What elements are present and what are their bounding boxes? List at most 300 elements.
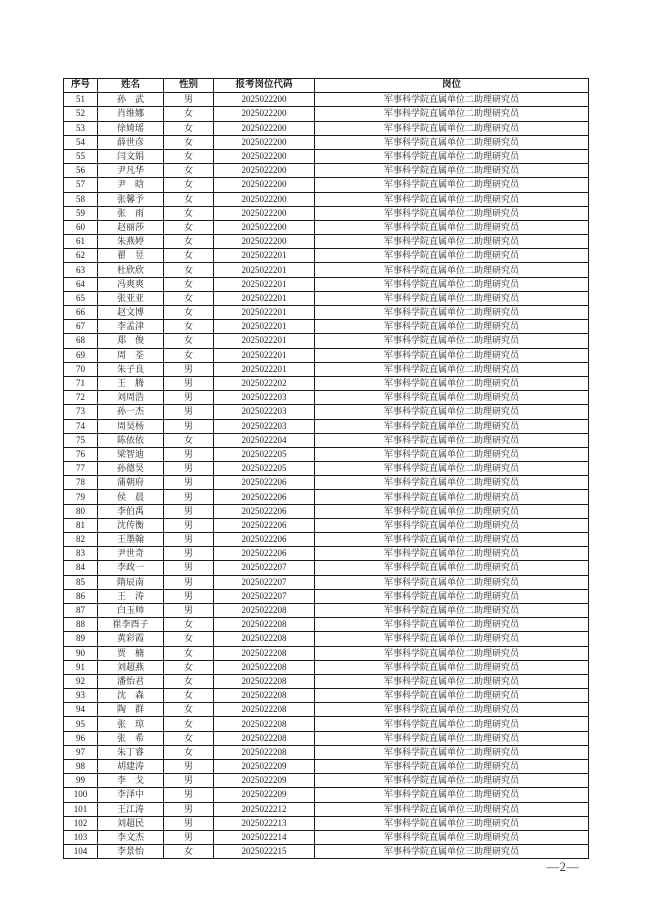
cell-index: 67 bbox=[64, 320, 98, 334]
cell-name: 王 腾 bbox=[98, 376, 164, 390]
cell-index: 71 bbox=[64, 376, 98, 390]
cell-position-code: 2025022208 bbox=[214, 660, 315, 674]
cell-name: 胡建涛 bbox=[98, 760, 164, 774]
cell-position-code: 2025022200 bbox=[214, 135, 315, 149]
cell-gender: 男 bbox=[164, 760, 214, 774]
cell-position: 军事科学院直属单位二助理研究员 bbox=[315, 419, 589, 433]
cell-index: 75 bbox=[64, 433, 98, 447]
table-row bbox=[64, 164, 589, 178]
cell-position-code: 2025022202 bbox=[214, 376, 315, 390]
cell-position: 军事科学院直属单位二助理研究员 bbox=[315, 788, 589, 802]
cell-position-code: 2025022208 bbox=[214, 689, 315, 703]
cell-index: 85 bbox=[64, 575, 98, 589]
table-row bbox=[64, 504, 589, 518]
cell-position-code: 2025022208 bbox=[214, 618, 315, 632]
cell-position: 军事科学院直属单位二助理研究员 bbox=[315, 646, 589, 660]
cell-position: 军事科学院直属单位二助理研究员 bbox=[315, 717, 589, 731]
cell-name: 赵文博 bbox=[98, 306, 164, 320]
cell-position: 军事科学院直属单位二助理研究员 bbox=[315, 178, 589, 192]
cell-index: 103 bbox=[64, 830, 98, 844]
cell-gender: 男 bbox=[164, 490, 214, 504]
cell-gender: 男 bbox=[164, 391, 214, 405]
cell-index: 51 bbox=[64, 93, 98, 107]
cell-position-code: 2025022206 bbox=[214, 476, 315, 490]
cell-gender: 女 bbox=[164, 618, 214, 632]
cell-position-code: 2025022201 bbox=[214, 306, 315, 320]
cell-index: 72 bbox=[64, 391, 98, 405]
table-row bbox=[64, 547, 589, 561]
table-row bbox=[64, 830, 589, 844]
cell-position-code: 2025022206 bbox=[214, 533, 315, 547]
cell-position: 军事科学院直属单位二助理研究员 bbox=[315, 618, 589, 632]
cell-index: 57 bbox=[64, 178, 98, 192]
cell-position: 军事科学院直属单位二助理研究员 bbox=[315, 192, 589, 206]
cell-name: 崔李酉子 bbox=[98, 618, 164, 632]
cell-index: 92 bbox=[64, 674, 98, 688]
column-header-position: 岗位 bbox=[315, 79, 589, 93]
cell-position: 军事科学院直属单位二助理研究员 bbox=[315, 206, 589, 220]
cell-position: 军事科学院直属单位二助理研究员 bbox=[315, 731, 589, 745]
cell-position: 军事科学院直属单位二助理研究员 bbox=[315, 703, 589, 717]
table-row bbox=[64, 235, 589, 249]
cell-position: 军事科学院直属单位二助理研究员 bbox=[315, 263, 589, 277]
cell-index: 64 bbox=[64, 277, 98, 291]
cell-index: 80 bbox=[64, 504, 98, 518]
cell-position-code: 2025022208 bbox=[214, 646, 315, 660]
cell-name: 王 涛 bbox=[98, 589, 164, 603]
cell-gender: 女 bbox=[164, 235, 214, 249]
table-row bbox=[64, 731, 589, 745]
cell-position-code: 2025022201 bbox=[214, 362, 315, 376]
cell-gender: 女 bbox=[164, 660, 214, 674]
cell-index: 79 bbox=[64, 490, 98, 504]
cell-name: 翟 昱 bbox=[98, 249, 164, 263]
cell-index: 55 bbox=[64, 149, 98, 163]
table-row bbox=[64, 533, 589, 547]
page-number: —2— bbox=[546, 860, 580, 874]
cell-position: 军事科学院直属单位二助理研究员 bbox=[315, 93, 589, 107]
table-row bbox=[64, 291, 589, 305]
table-row bbox=[64, 575, 589, 589]
cell-name: 李 戈 bbox=[98, 774, 164, 788]
table-row bbox=[64, 589, 589, 603]
table-header-row bbox=[64, 79, 589, 93]
cell-gender: 男 bbox=[164, 802, 214, 816]
table-row bbox=[64, 717, 589, 731]
cell-index: 65 bbox=[64, 291, 98, 305]
cell-gender: 男 bbox=[164, 816, 214, 830]
cell-gender: 男 bbox=[164, 575, 214, 589]
cell-position: 军事科学院直属单位二助理研究员 bbox=[315, 533, 589, 547]
cell-gender: 女 bbox=[164, 731, 214, 745]
cell-gender: 男 bbox=[164, 405, 214, 419]
cell-position-code: 2025022208 bbox=[214, 745, 315, 759]
cell-name: 李政一 bbox=[98, 561, 164, 575]
cell-position: 军事科学院直属单位二助理研究员 bbox=[315, 660, 589, 674]
cell-index: 61 bbox=[64, 235, 98, 249]
cell-name: 沈 森 bbox=[98, 689, 164, 703]
cell-position: 军事科学院直属单位二助理研究员 bbox=[315, 235, 589, 249]
cell-name: 沈传衡 bbox=[98, 518, 164, 532]
table-row bbox=[64, 689, 589, 703]
cell-position-code: 2025022214 bbox=[214, 830, 315, 844]
cell-name: 周昊杨 bbox=[98, 419, 164, 433]
cell-position: 军事科学院直属单位二助理研究员 bbox=[315, 334, 589, 348]
cell-position-code: 2025022203 bbox=[214, 419, 315, 433]
cell-name: 孙德昊 bbox=[98, 462, 164, 476]
cell-gender: 男 bbox=[164, 476, 214, 490]
cell-position: 军事科学院直属单位二助理研究员 bbox=[315, 249, 589, 263]
cell-position-code: 2025022208 bbox=[214, 731, 315, 745]
cell-position-code: 2025022206 bbox=[214, 518, 315, 532]
table-row bbox=[64, 774, 589, 788]
cell-gender: 女 bbox=[164, 206, 214, 220]
table-row bbox=[64, 845, 589, 859]
table-row bbox=[64, 107, 589, 121]
cell-position: 军事科学院直属单位二助理研究员 bbox=[315, 774, 589, 788]
cell-position: 军事科学院直属单位三助理研究员 bbox=[315, 830, 589, 844]
cell-index: 58 bbox=[64, 192, 98, 206]
cell-position: 军事科学院直属单位二助理研究员 bbox=[315, 149, 589, 163]
table-row bbox=[64, 206, 589, 220]
cell-index: 89 bbox=[64, 632, 98, 646]
cell-position-code: 2025022200 bbox=[214, 235, 315, 249]
cell-name: 贾 楠 bbox=[98, 646, 164, 660]
cell-position: 军事科学院直属单位三助理研究员 bbox=[315, 816, 589, 830]
cell-name: 朱燕婷 bbox=[98, 235, 164, 249]
table-row bbox=[64, 419, 589, 433]
cell-position: 军事科学院直属单位二助理研究员 bbox=[315, 362, 589, 376]
cell-position: 军事科学院直属单位三助理研究员 bbox=[315, 802, 589, 816]
cell-name: 黄彩霞 bbox=[98, 632, 164, 646]
table-row bbox=[64, 603, 589, 617]
cell-position: 军事科学院直属单位二助理研究员 bbox=[315, 405, 589, 419]
cell-gender: 女 bbox=[164, 717, 214, 731]
cell-index: 90 bbox=[64, 646, 98, 660]
cell-position: 军事科学院直属单位二助理研究员 bbox=[315, 575, 589, 589]
cell-name: 孙 武 bbox=[98, 93, 164, 107]
column-header-name: 姓名 bbox=[98, 79, 164, 93]
cell-position-code: 2025022200 bbox=[214, 164, 315, 178]
column-header-index: 序号 bbox=[64, 79, 98, 93]
table-row bbox=[64, 476, 589, 490]
cell-name: 郑 俊 bbox=[98, 334, 164, 348]
table-row bbox=[64, 745, 589, 759]
cell-position: 军事科学院直属单位二助理研究员 bbox=[315, 135, 589, 149]
cell-position-code: 2025022212 bbox=[214, 802, 315, 816]
cell-gender: 女 bbox=[164, 674, 214, 688]
table-row bbox=[64, 462, 589, 476]
cell-index: 101 bbox=[64, 802, 98, 816]
cell-name: 刘周浩 bbox=[98, 391, 164, 405]
cell-gender: 女 bbox=[164, 334, 214, 348]
cell-index: 83 bbox=[64, 547, 98, 561]
cell-name: 尹世奇 bbox=[98, 547, 164, 561]
cell-position-code: 2025022201 bbox=[214, 291, 315, 305]
cell-position: 军事科学院直属单位二助理研究员 bbox=[315, 674, 589, 688]
cell-name: 李文杰 bbox=[98, 830, 164, 844]
cell-index: 98 bbox=[64, 760, 98, 774]
cell-position-code: 2025022207 bbox=[214, 575, 315, 589]
cell-index: 68 bbox=[64, 334, 98, 348]
cell-index: 78 bbox=[64, 476, 98, 490]
table-row bbox=[64, 263, 589, 277]
cell-index: 94 bbox=[64, 703, 98, 717]
cell-index: 97 bbox=[64, 745, 98, 759]
table-row bbox=[64, 703, 589, 717]
cell-index: 59 bbox=[64, 206, 98, 220]
cell-index: 102 bbox=[64, 816, 98, 830]
table-row bbox=[64, 93, 589, 107]
table-row bbox=[64, 121, 589, 135]
cell-position: 军事科学院直属单位二助理研究员 bbox=[315, 220, 589, 234]
cell-name: 赵丽莎 bbox=[98, 220, 164, 234]
cell-position-code: 2025022208 bbox=[214, 632, 315, 646]
table-row bbox=[64, 376, 589, 390]
cell-name: 李景怡 bbox=[98, 845, 164, 859]
cell-gender: 女 bbox=[164, 320, 214, 334]
cell-position: 军事科学院直属单位二助理研究员 bbox=[315, 376, 589, 390]
cell-gender: 女 bbox=[164, 107, 214, 121]
cell-position: 军事科学院直属单位二助理研究员 bbox=[315, 107, 589, 121]
cell-name: 薛世彦 bbox=[98, 135, 164, 149]
cell-gender: 男 bbox=[164, 518, 214, 532]
cell-index: 82 bbox=[64, 533, 98, 547]
cell-index: 88 bbox=[64, 618, 98, 632]
cell-name: 张 琼 bbox=[98, 717, 164, 731]
table-row bbox=[64, 816, 589, 830]
cell-name: 周 荃 bbox=[98, 348, 164, 362]
cell-gender: 女 bbox=[164, 121, 214, 135]
table-row bbox=[64, 334, 589, 348]
cell-name: 朱丁睿 bbox=[98, 745, 164, 759]
table-row bbox=[64, 788, 589, 802]
cell-index: 93 bbox=[64, 689, 98, 703]
table-row bbox=[64, 348, 589, 362]
cell-gender: 女 bbox=[164, 845, 214, 859]
cell-gender: 女 bbox=[164, 291, 214, 305]
cell-name: 朱子良 bbox=[98, 362, 164, 376]
cell-name: 王墨翰 bbox=[98, 533, 164, 547]
cell-position-code: 2025022200 bbox=[214, 93, 315, 107]
cell-position: 军事科学院直属单位二助理研究员 bbox=[315, 447, 589, 461]
cell-gender: 女 bbox=[164, 632, 214, 646]
cell-name: 尹凡华 bbox=[98, 164, 164, 178]
cell-name: 陶 群 bbox=[98, 703, 164, 717]
cell-position-code: 2025022201 bbox=[214, 320, 315, 334]
cell-position-code: 2025022205 bbox=[214, 462, 315, 476]
cell-position: 军事科学院直属单位二助理研究员 bbox=[315, 603, 589, 617]
cell-gender: 男 bbox=[164, 533, 214, 547]
cell-gender: 男 bbox=[164, 830, 214, 844]
cell-position: 军事科学院直属单位三助理研究员 bbox=[315, 845, 589, 859]
cell-gender: 女 bbox=[164, 306, 214, 320]
cell-position-code: 2025022209 bbox=[214, 760, 315, 774]
cell-index: 96 bbox=[64, 731, 98, 745]
cell-position-code: 2025022201 bbox=[214, 348, 315, 362]
cell-gender: 女 bbox=[164, 192, 214, 206]
applicant-roster-table bbox=[63, 78, 589, 859]
cell-position-code: 2025022204 bbox=[214, 433, 315, 447]
cell-index: 86 bbox=[64, 589, 98, 603]
cell-position: 军事科学院直属单位二助理研究员 bbox=[315, 164, 589, 178]
cell-position-code: 2025022208 bbox=[214, 674, 315, 688]
cell-position-code: 2025022208 bbox=[214, 703, 315, 717]
cell-name: 陈依依 bbox=[98, 433, 164, 447]
cell-name: 张亚亚 bbox=[98, 291, 164, 305]
table-row bbox=[64, 362, 589, 376]
cell-position-code: 2025022207 bbox=[214, 589, 315, 603]
column-header-position-code: 报考岗位代码 bbox=[214, 79, 315, 93]
table-row bbox=[64, 447, 589, 461]
cell-position: 军事科学院直属单位二助理研究员 bbox=[315, 433, 589, 447]
cell-gender: 女 bbox=[164, 348, 214, 362]
table-row bbox=[64, 632, 589, 646]
cell-name: 徐婍瑶 bbox=[98, 121, 164, 135]
cell-name: 肖维娜 bbox=[98, 107, 164, 121]
cell-name: 隋辰南 bbox=[98, 575, 164, 589]
cell-index: 73 bbox=[64, 405, 98, 419]
cell-gender: 男 bbox=[164, 376, 214, 390]
cell-index: 76 bbox=[64, 447, 98, 461]
cell-position: 军事科学院直属单位二助理研究员 bbox=[315, 760, 589, 774]
cell-position-code: 2025022207 bbox=[214, 561, 315, 575]
cell-gender: 女 bbox=[164, 689, 214, 703]
cell-index: 91 bbox=[64, 660, 98, 674]
cell-position: 军事科学院直属单位二助理研究员 bbox=[315, 277, 589, 291]
cell-index: 62 bbox=[64, 249, 98, 263]
cell-index: 104 bbox=[64, 845, 98, 859]
cell-index: 69 bbox=[64, 348, 98, 362]
cell-gender: 女 bbox=[164, 277, 214, 291]
cell-gender: 女 bbox=[164, 249, 214, 263]
cell-index: 77 bbox=[64, 462, 98, 476]
cell-name: 杜欣欣 bbox=[98, 263, 164, 277]
table-row bbox=[64, 192, 589, 206]
cell-name: 冯爽爽 bbox=[98, 277, 164, 291]
cell-position-code: 2025022203 bbox=[214, 391, 315, 405]
table-row bbox=[64, 660, 589, 674]
cell-position: 军事科学院直属单位二助理研究员 bbox=[315, 476, 589, 490]
cell-gender: 女 bbox=[164, 646, 214, 660]
cell-gender: 女 bbox=[164, 220, 214, 234]
cell-index: 81 bbox=[64, 518, 98, 532]
cell-position-code: 2025022206 bbox=[214, 504, 315, 518]
cell-position-code: 2025022209 bbox=[214, 774, 315, 788]
cell-name: 李伯禹 bbox=[98, 504, 164, 518]
table-row bbox=[64, 433, 589, 447]
cell-position-code: 2025022206 bbox=[214, 547, 315, 561]
table-row bbox=[64, 149, 589, 163]
cell-gender: 男 bbox=[164, 362, 214, 376]
cell-index: 54 bbox=[64, 135, 98, 149]
cell-gender: 女 bbox=[164, 745, 214, 759]
cell-gender: 女 bbox=[164, 263, 214, 277]
cell-gender: 男 bbox=[164, 603, 214, 617]
cell-name: 闫文娟 bbox=[98, 149, 164, 163]
cell-index: 99 bbox=[64, 774, 98, 788]
table-row bbox=[64, 249, 589, 263]
cell-position: 军事科学院直属单位二助理研究员 bbox=[315, 348, 589, 362]
cell-position: 军事科学院直属单位二助理研究员 bbox=[315, 547, 589, 561]
cell-position-code: 2025022206 bbox=[214, 490, 315, 504]
cell-position: 军事科学院直属单位二助理研究员 bbox=[315, 320, 589, 334]
cell-position: 军事科学院直属单位二助理研究员 bbox=[315, 462, 589, 476]
cell-gender: 女 bbox=[164, 433, 214, 447]
cell-position-code: 2025022200 bbox=[214, 121, 315, 135]
cell-name: 张 希 bbox=[98, 731, 164, 745]
cell-position-code: 2025022200 bbox=[214, 220, 315, 234]
cell-name: 侯 晨 bbox=[98, 490, 164, 504]
table-row bbox=[64, 220, 589, 234]
cell-position-code: 2025022200 bbox=[214, 149, 315, 163]
cell-index: 66 bbox=[64, 306, 98, 320]
cell-position-code: 2025022201 bbox=[214, 249, 315, 263]
cell-index: 84 bbox=[64, 561, 98, 575]
cell-position-code: 2025022205 bbox=[214, 447, 315, 461]
cell-gender: 女 bbox=[164, 135, 214, 149]
cell-index: 60 bbox=[64, 220, 98, 234]
table-row bbox=[64, 674, 589, 688]
cell-name: 张 雨 bbox=[98, 206, 164, 220]
cell-position-code: 2025022203 bbox=[214, 405, 315, 419]
cell-gender: 男 bbox=[164, 504, 214, 518]
table-body bbox=[64, 93, 589, 859]
cell-position: 军事科学院直属单位二助理研究员 bbox=[315, 121, 589, 135]
cell-gender: 男 bbox=[164, 447, 214, 461]
column-header-gender: 性别 bbox=[164, 79, 214, 93]
cell-position-code: 2025022215 bbox=[214, 845, 315, 859]
table-row bbox=[64, 518, 589, 532]
table-row bbox=[64, 178, 589, 192]
cell-position: 军事科学院直属单位二助理研究员 bbox=[315, 306, 589, 320]
cell-position-code: 2025022213 bbox=[214, 816, 315, 830]
cell-name: 刘超燕 bbox=[98, 660, 164, 674]
cell-position: 军事科学院直属单位二助理研究员 bbox=[315, 504, 589, 518]
cell-gender: 女 bbox=[164, 149, 214, 163]
cell-gender: 男 bbox=[164, 561, 214, 575]
cell-name: 张馨予 bbox=[98, 192, 164, 206]
cell-position-code: 2025022209 bbox=[214, 788, 315, 802]
cell-gender: 女 bbox=[164, 703, 214, 717]
cell-gender: 女 bbox=[164, 164, 214, 178]
cell-index: 100 bbox=[64, 788, 98, 802]
cell-position: 军事科学院直属单位二助理研究员 bbox=[315, 561, 589, 575]
cell-name: 白玉帅 bbox=[98, 603, 164, 617]
cell-position-code: 2025022200 bbox=[214, 206, 315, 220]
cell-index: 56 bbox=[64, 164, 98, 178]
cell-name: 刘超民 bbox=[98, 816, 164, 830]
cell-name: 梁智迪 bbox=[98, 447, 164, 461]
cell-position: 军事科学院直属单位二助理研究员 bbox=[315, 391, 589, 405]
cell-position-code: 2025022208 bbox=[214, 603, 315, 617]
table-row bbox=[64, 135, 589, 149]
cell-index: 52 bbox=[64, 107, 98, 121]
cell-position: 军事科学院直属单位二助理研究员 bbox=[315, 518, 589, 532]
table-row bbox=[64, 646, 589, 660]
cell-position-code: 2025022201 bbox=[214, 277, 315, 291]
cell-name: 孙一杰 bbox=[98, 405, 164, 419]
cell-position: 军事科学院直属单位二助理研究员 bbox=[315, 589, 589, 603]
table-row bbox=[64, 802, 589, 816]
table-row bbox=[64, 760, 589, 774]
cell-gender: 女 bbox=[164, 178, 214, 192]
cell-position: 军事科学院直属单位二助理研究员 bbox=[315, 490, 589, 504]
cell-gender: 男 bbox=[164, 547, 214, 561]
table-row bbox=[64, 561, 589, 575]
table-row bbox=[64, 306, 589, 320]
cell-position-code: 2025022200 bbox=[214, 192, 315, 206]
